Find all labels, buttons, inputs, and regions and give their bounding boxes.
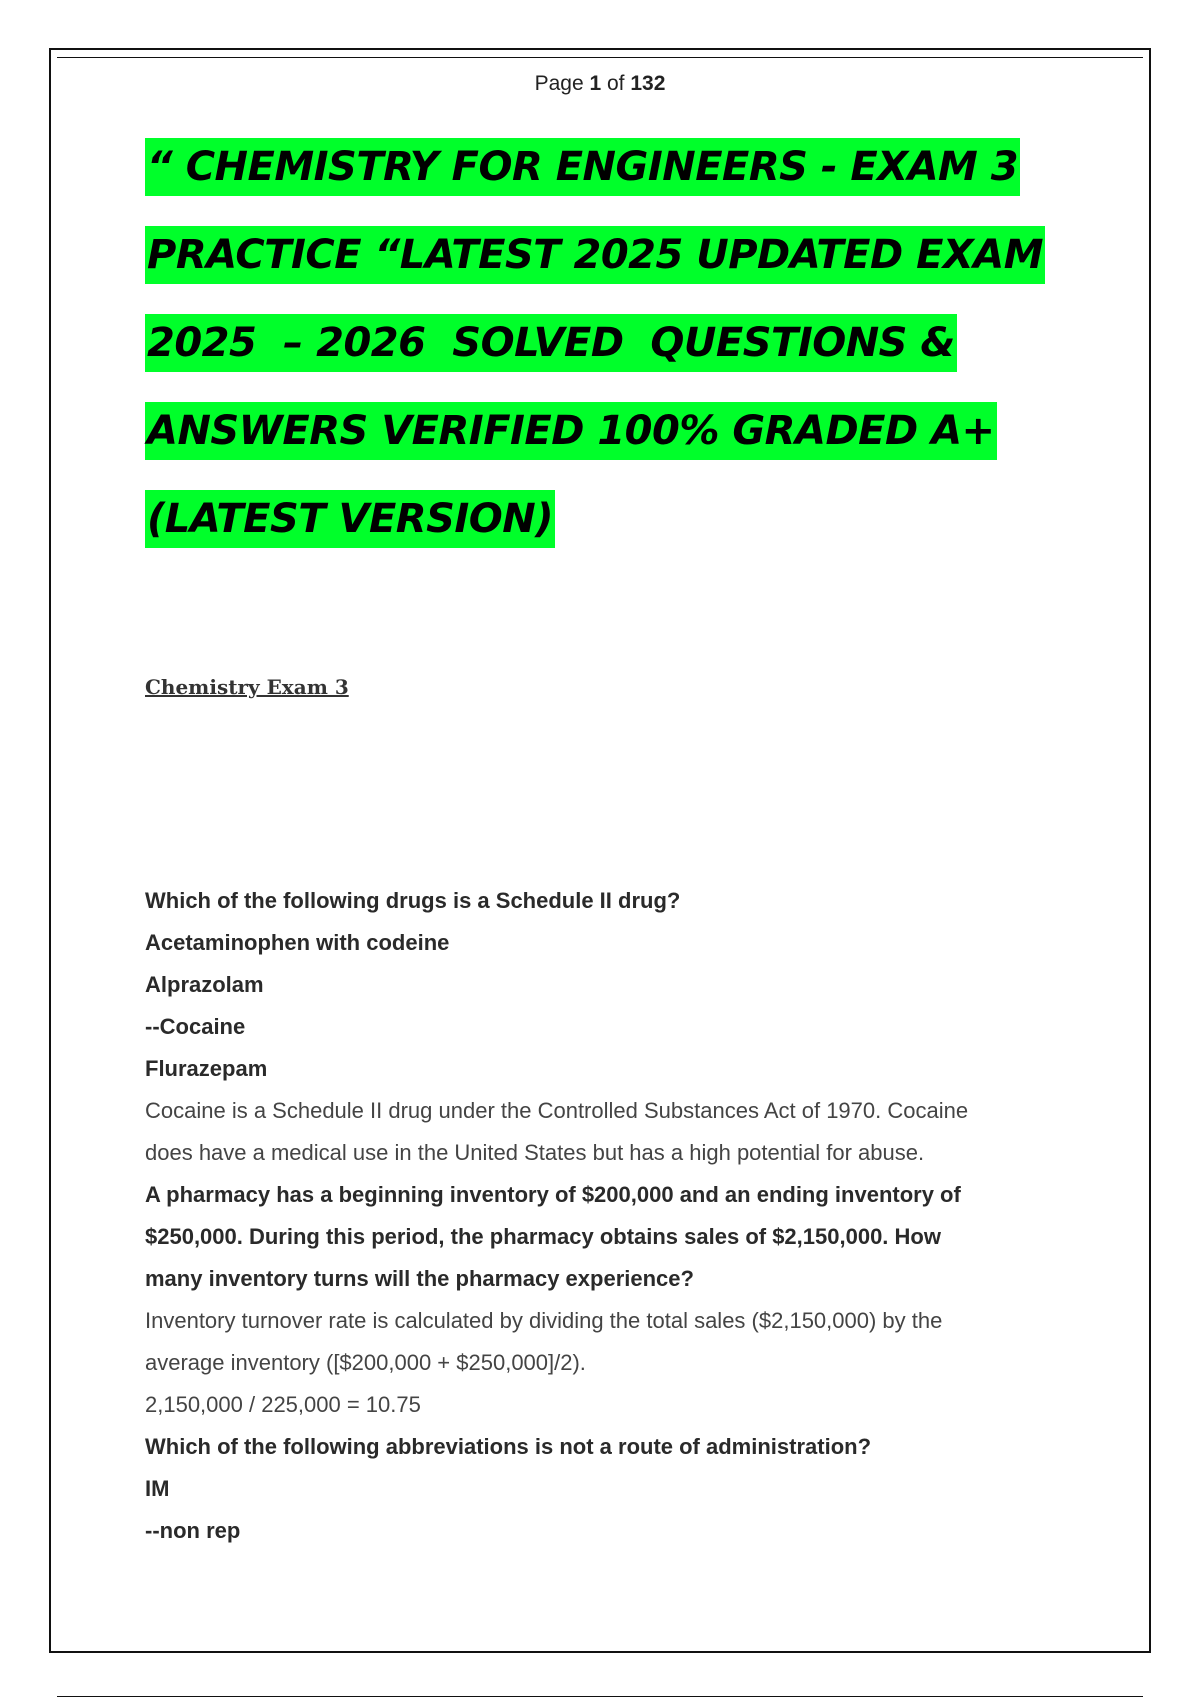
title-line: PRACTICE “LATEST 2025 UPDATED EXAM [145,226,1045,284]
question-text-line: Flurazepam [145,1056,268,1081]
question-text-line: --Cocaine [145,1014,246,1039]
explanation-text-line: Inventory turnover rate is calculated by dividing the total sales ($2,150,000) by the [145,1308,943,1333]
question-text-line: many inventory turns will the pharmacy experience? [145,1266,694,1291]
current-page: 1 [589,72,602,95]
page-number: Page 1 of 132 [534,72,666,95]
total-pages: 132 [630,72,666,95]
question-content [145,880,1075,1552]
question-text-line: --non rep [145,1518,241,1543]
question-text-line: Alprazolam [145,972,264,997]
question-text-line: A pharmacy has a beginning inventory of $200,000 and an ending inventory of [145,1182,961,1207]
question-text-line: IM [145,1476,170,1501]
question-text-line: Which of the following drugs is a Schedule II drug? [145,888,681,913]
explanation-text-line: 2,150,000 / 225,000 = 10.75 [145,1392,421,1417]
header-rule [57,57,1143,58]
title-line: (LATEST VERSION) [145,490,555,548]
explanation-text-line: does have a medical use in the United States but has a high potential for abuse. [145,1140,925,1165]
section-heading: Chemistry Exam 3 [145,675,349,699]
title-line: ANSWERS VERIFIED 100% GRADED A+ [145,402,997,460]
question-text-line: $250,000. During this period, the pharmacy obtains sales of $2,150,000. How [145,1224,941,1249]
question-text-line: Acetaminophen with codeine [145,930,450,955]
document-title [145,138,1075,578]
question-text-line: Which of the following abbreviations is not a route of administration? [145,1434,872,1459]
explanation-text-line: Cocaine is a Schedule II drug under the Controlled Substances Act of 1970. Cocaine [145,1098,969,1123]
explanation-text-line: average inventory ([$200,000 + $250,000]/2). [145,1350,586,1375]
title-line: 2025 – 2026 SOLVED QUESTIONS & [145,314,957,372]
footer-rule [57,1696,1143,1697]
title-line: “ CHEMISTRY FOR ENGINEERS - EXAM 3 [145,138,1020,196]
